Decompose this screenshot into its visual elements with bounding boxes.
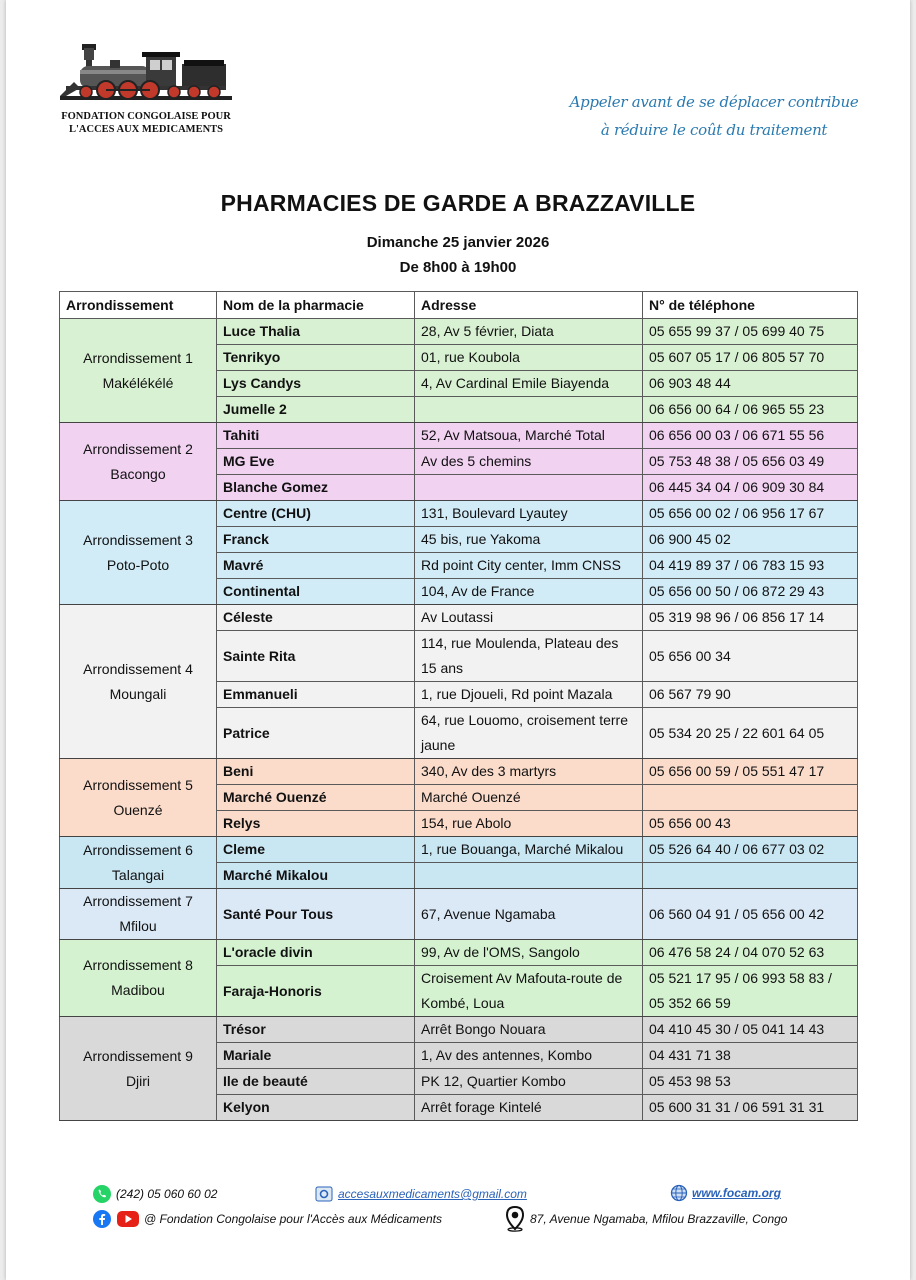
- address-cell: 1, Av des antennes, Kombo: [415, 1043, 643, 1069]
- pharmacy-name-cell: Céleste: [217, 605, 415, 631]
- pharmacy-name-cell: Luce Thalia: [217, 319, 415, 345]
- address-cell: 64, rue Louomo, croisement terre jaune: [415, 708, 643, 759]
- phone-cell: 05 655 99 37 / 05 699 40 75: [643, 319, 858, 345]
- pharmacy-name-cell: Blanche Gomez: [217, 475, 415, 501]
- address-cell: Rd point City center, Imm CNSS: [415, 553, 643, 579]
- pharmacy-name-cell: Patrice: [217, 708, 415, 759]
- arrondissement-district: Djiri: [125, 1072, 151, 1089]
- phone-cell: 04 431 71 38: [643, 1043, 858, 1069]
- arrondissement-number: Arrondissement 5: [83, 776, 193, 793]
- arrondissement-cell: [60, 940, 217, 1017]
- table-row: [60, 605, 858, 631]
- address-cell: 1, rue Bouanga, Marché Mikalou: [415, 837, 643, 863]
- pharmacy-name-cell: Continental: [217, 579, 415, 605]
- arrondissement-cell: [60, 889, 217, 940]
- footer-phone: [92, 1184, 217, 1204]
- header-pharmacy-name: Nom de la pharmacie: [217, 292, 415, 319]
- table-row: [60, 837, 858, 863]
- page-title: PHARMACIES DE GARDE A BRAZZAVILLE: [220, 190, 696, 216]
- phone-cell: 05 607 05 17 / 06 805 57 70: [643, 345, 858, 371]
- phone-cell: [643, 785, 858, 811]
- footer: [6, 1178, 916, 1238]
- phone-cell: 05 453 98 53: [643, 1069, 858, 1095]
- pharmacy-name-cell: Ile de beauté: [217, 1069, 415, 1095]
- phone-cell: 04 410 45 30 / 05 041 14 43: [643, 1017, 858, 1043]
- footer-website[interactable]: [670, 1184, 781, 1202]
- phone-cell: 05 656 00 34: [643, 631, 858, 682]
- pharmacy-name-cell: Emmanueli: [217, 682, 415, 708]
- phone-cell: 05 600 31 31 / 06 591 31 31: [643, 1095, 858, 1121]
- address-cell: 67, Avenue Ngamaba: [415, 889, 643, 940]
- address-cell: 52, Av Matsoua, Marché Total: [415, 423, 643, 449]
- facebook-icon[interactable]: [92, 1209, 112, 1229]
- hours-line: De 8h00 à 19h00: [399, 259, 517, 276]
- header-address: Adresse: [415, 292, 643, 319]
- table-row: [60, 940, 858, 966]
- table-row: [60, 423, 858, 449]
- footer-email-link[interactable]: accesauxmedicaments@gmail.com: [338, 1187, 527, 1201]
- location-pin-icon: [504, 1206, 526, 1232]
- arrondissement-number: Arrondissement 6: [83, 841, 193, 858]
- arrondissement-district: Ouenzé: [113, 801, 163, 818]
- address-cell: Arrêt Bongo Nouara: [415, 1017, 643, 1043]
- phone-cell: 06 903 48 44: [643, 371, 858, 397]
- address-cell: 131, Boulevard Lyautey: [415, 501, 643, 527]
- logo-text-line2: L'ACCES AUX MEDICAMENTS: [68, 124, 224, 135]
- footer-website-link[interactable]: www.focam.org: [692, 1186, 781, 1200]
- pharmacy-name-cell: Marché Mikalou: [217, 863, 415, 889]
- logo-text: [56, 110, 236, 136]
- arrondissement-district: Moungali: [109, 685, 167, 702]
- phone-cell: 05 753 48 38 / 05 656 03 49: [643, 449, 858, 475]
- slogan-line2: à réduire le coût du traitement: [600, 121, 828, 139]
- pharmacy-name-cell: Trésor: [217, 1017, 415, 1043]
- document-page: [6, 0, 910, 1280]
- arrondissement-number: Arrondissement 1: [83, 349, 193, 366]
- phone-cell: 06 900 45 02: [643, 527, 858, 553]
- address-cell: 104, Av de France: [415, 579, 643, 605]
- phone-cell: 05 521 17 95 / 06 993 58 83 / 05 352 66 59: [643, 966, 858, 1017]
- footer-social: [92, 1209, 442, 1229]
- address-cell: 4, Av Cardinal Emile Biayenda: [415, 371, 643, 397]
- address-cell: [415, 863, 643, 889]
- address-cell: Marché Ouenzé: [415, 785, 643, 811]
- pharmacy-name-cell: Centre (CHU): [217, 501, 415, 527]
- footer-social-text: @ Fondation Congolaise pour l'Accès aux Médicaments: [144, 1212, 442, 1226]
- pharmacy-name-cell: Tahiti: [217, 423, 415, 449]
- pharmacy-name-cell: Mavré: [217, 553, 415, 579]
- phone-cell: 06 476 58 24 / 04 070 52 63: [643, 940, 858, 966]
- slogan: [554, 88, 874, 144]
- address-cell: 01, rue Koubola: [415, 345, 643, 371]
- arrondissement-number: Arrondissement 2: [83, 440, 193, 457]
- table-row: [60, 1017, 858, 1043]
- arrondissement-number: Arrondissement 8: [83, 957, 193, 973]
- pharmacies-table: [59, 291, 858, 1121]
- footer-phone-text: (242) 05 060 60 02: [116, 1187, 218, 1201]
- phone-cell: [643, 863, 858, 889]
- pharmacy-name-cell: Sainte Rita: [217, 631, 415, 682]
- address-cell: [415, 397, 643, 423]
- arrondissement-cell: [60, 605, 217, 759]
- pharmacy-name-cell: MG Eve: [217, 449, 415, 475]
- arrondissement-district: Bacongo: [110, 465, 166, 482]
- table-header-row: [60, 292, 858, 319]
- arrondissement-cell: [60, 1017, 217, 1121]
- arrondissement-district: Makélékélé: [102, 374, 174, 391]
- pharmacy-name-cell: Mariale: [217, 1043, 415, 1069]
- pharmacy-name-cell: Relys: [217, 811, 415, 837]
- pharmacy-name-cell: Lys Candys: [217, 371, 415, 397]
- address-cell: Av Loutassi: [415, 605, 643, 631]
- arrondissement-cell: [60, 319, 217, 423]
- table-row: [60, 759, 858, 785]
- arrondissement-number: Arrondissement 4: [83, 660, 193, 677]
- arrondissement-district: Talangai: [111, 866, 165, 883]
- pharmacy-name-cell: Beni: [217, 759, 415, 785]
- pharmacy-name-cell: Jumelle 2: [217, 397, 415, 423]
- table-row: [60, 501, 858, 527]
- whatsapp-icon: [92, 1184, 112, 1204]
- address-cell: 99, Av de l'OMS, Sangolo: [415, 940, 643, 966]
- footer-address: [504, 1206, 787, 1232]
- phone-cell: 06 560 04 91 / 05 656 00 42: [643, 889, 858, 940]
- pharmacy-name-cell: Faraja-Honoris: [217, 966, 415, 1017]
- address-cell: 45 bis, rue Yakoma: [415, 527, 643, 553]
- email-icon: [314, 1184, 334, 1204]
- train-icon: [56, 40, 236, 108]
- slogan-line1: Appeler avant de se déplacer contribue: [569, 93, 859, 111]
- arrondissement-number: Arrondissement 3: [83, 531, 193, 548]
- pharmacy-name-cell: L'oracle divin: [217, 940, 415, 966]
- address-cell: 154, rue Abolo: [415, 811, 643, 837]
- phone-cell: 06 656 00 03 / 06 671 55 56: [643, 423, 858, 449]
- phone-cell: 05 656 00 50 / 06 872 29 43: [643, 579, 858, 605]
- header-arrondissement: Arrondissement: [60, 292, 217, 319]
- arrondissement-district: Madibou: [111, 982, 165, 998]
- address-cell: PK 12, Quartier Kombo: [415, 1069, 643, 1095]
- arrondissement-cell: [60, 837, 217, 889]
- arrondissement-number: Arrondissement 7: [83, 893, 193, 909]
- footer-address-text: 87, Avenue Ngamaba, Mfilou Brazzaville, Congo: [530, 1212, 788, 1226]
- youtube-icon[interactable]: [116, 1210, 140, 1228]
- arrondissement-cell: [60, 759, 217, 837]
- arrondissement-cell: [60, 423, 217, 501]
- address-cell: 1, rue Djoueli, Rd point Mazala: [415, 682, 643, 708]
- footer-email[interactable]: [314, 1184, 527, 1204]
- logo-text-line1: FONDATION CONGOLAISE POUR: [61, 111, 231, 122]
- phone-cell: 05 656 00 59 / 05 551 47 17: [643, 759, 858, 785]
- address-cell: 28, Av 5 février, Diata: [415, 319, 643, 345]
- phone-cell: 05 526 64 40 / 06 677 03 02: [643, 837, 858, 863]
- address-cell: Arrêt forage Kintelé: [415, 1095, 643, 1121]
- table-body: [60, 319, 858, 1121]
- phone-cell: 04 419 89 37 / 06 783 15 93: [643, 553, 858, 579]
- pharmacy-name-cell: Santé Pour Tous: [217, 889, 415, 940]
- phone-cell: 06 567 79 90: [643, 682, 858, 708]
- arrondissement-district: Poto-Poto: [106, 556, 170, 573]
- phone-cell: 05 656 00 02 / 06 956 17 67: [643, 501, 858, 527]
- header-phone: N° de téléphone: [643, 292, 858, 319]
- pharmacy-name-cell: Franck: [217, 527, 415, 553]
- arrondissement-number: Arrondissement 9: [83, 1047, 193, 1064]
- phone-cell: 05 319 98 96 / 06 856 17 14: [643, 605, 858, 631]
- table-row: [60, 889, 858, 940]
- pharmacy-name-cell: Kelyon: [217, 1095, 415, 1121]
- address-cell: [415, 475, 643, 501]
- arrondissement-district: Mfilou: [119, 918, 157, 934]
- pharmacy-name-cell: Marché Ouenzé: [217, 785, 415, 811]
- arrondissement-cell: [60, 501, 217, 605]
- table-row: [60, 319, 858, 345]
- pharmacy-name-cell: Cleme: [217, 837, 415, 863]
- foundation-logo: [56, 40, 236, 136]
- phone-cell: 05 534 20 25 / 22 601 64 05: [643, 708, 858, 759]
- pharmacy-name-cell: Tenrikyo: [217, 345, 415, 371]
- phone-cell: 06 445 34 04 / 06 909 30 84: [643, 475, 858, 501]
- address-cell: 340, Av des 3 martyrs: [415, 759, 643, 785]
- page-subtitle: [6, 230, 910, 280]
- date-line: Dimanche 25 janvier 2026: [366, 234, 550, 251]
- phone-cell: 05 656 00 43: [643, 811, 858, 837]
- globe-icon: [670, 1184, 688, 1202]
- address-cell: Av des 5 chemins: [415, 449, 643, 475]
- address-cell: 114, rue Moulenda, Plateau des 15 ans: [415, 631, 643, 682]
- address-cell: Croisement Av Mafouta-route de Kombé, Loua: [415, 966, 643, 1017]
- phone-cell: 06 656 00 64 / 06 965 55 23: [643, 397, 858, 423]
